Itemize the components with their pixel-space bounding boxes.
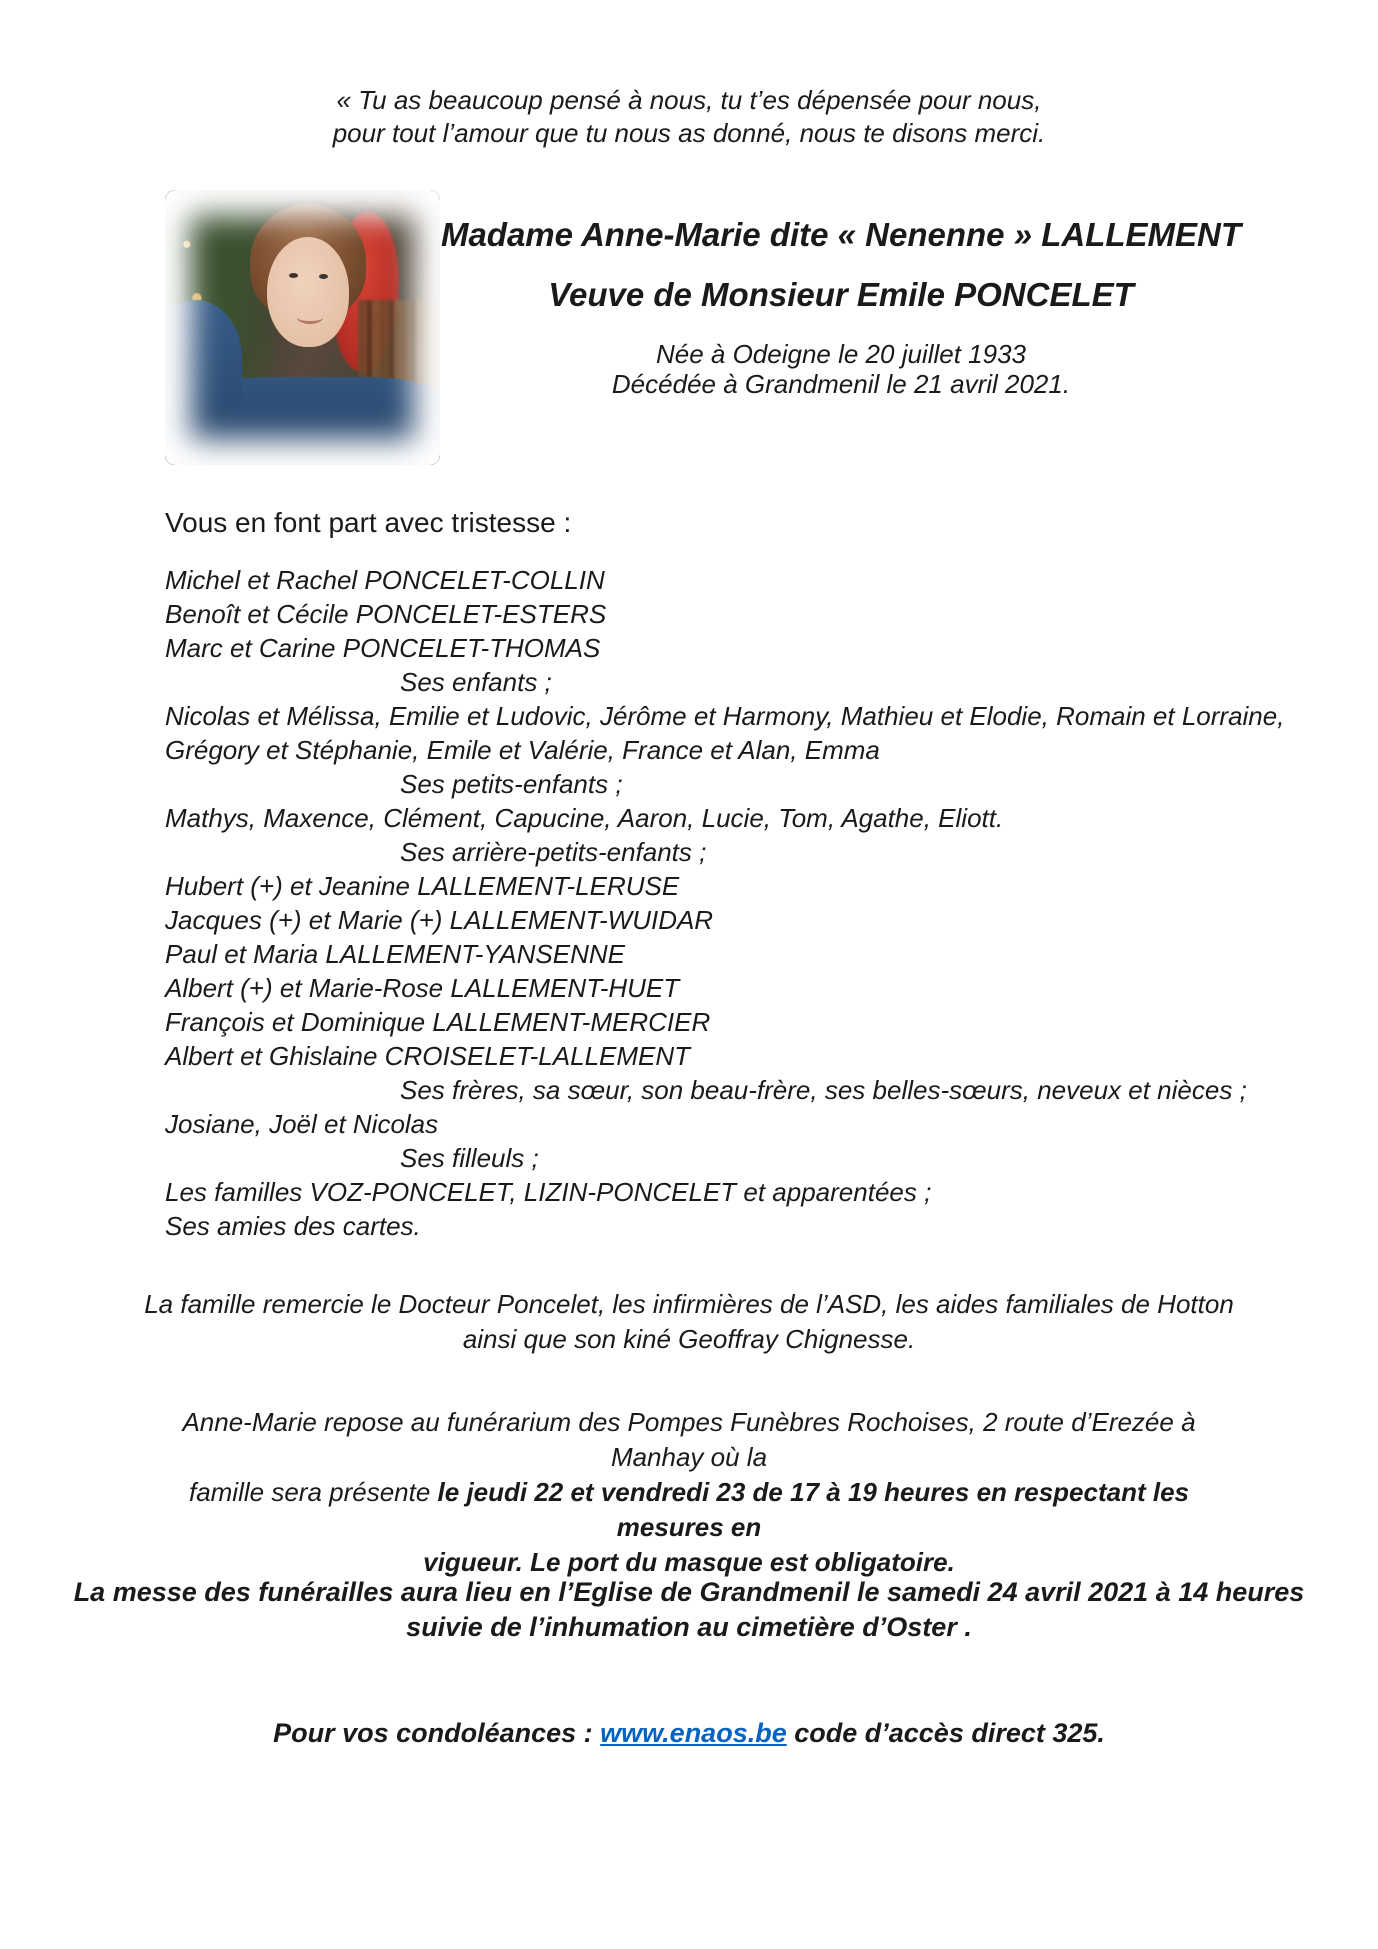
- family-member-row: Les familles VOZ-PONCELET, LIZIN-PONCELET et apparentées ;: [165, 1177, 932, 1207]
- family-list: [165, 563, 1325, 1243]
- relation-label-row: Ses petits-enfants ;: [400, 769, 623, 799]
- family-member-row: Grégory et Stéphanie, Emile et Valérie, France et Alan, Emma: [165, 735, 880, 765]
- family-member-row: Michel et Rachel PONCELET-COLLIN: [165, 565, 605, 595]
- relation-label-row: Ses arrière-petits-enfants ;: [400, 837, 707, 867]
- text-segment: famille sera présente: [188, 1477, 438, 1507]
- deceased-birth-line: Née à Odeigne le 20 juillet 1933: [655, 339, 1027, 369]
- family-member-row: Paul et Maria LALLEMENT-YANSENNE: [165, 939, 626, 969]
- deceased-name: Madame Anne-Marie dite « Nenenne » LALLEMENT: [440, 216, 1242, 253]
- bold-text-segment: vigueur. Le port du masque est obligatoire.: [423, 1547, 955, 1577]
- photo-white-vignette: [165, 190, 440, 465]
- paragraph-line: [142, 1475, 1236, 1545]
- deceased-widow-line: Veuve de Monsieur Emile PONCELET: [548, 276, 1134, 313]
- paragraph-line: ainsi que son kiné Geoffray Chignesse.: [462, 1324, 916, 1354]
- paragraph-line: La famille remercie le Docteur Poncelet, les infirmières de l’ASD, les aides familiales de Hotton: [144, 1289, 1234, 1319]
- paragraph-line: La messe des funérailles aura lieu en l’Eglise de Grandmenil le samedi 24 avril 2021 à 14 heures: [73, 1577, 1305, 1607]
- paragraph-line: suivie de l’inhumation au cimetière d’Oster .: [406, 1612, 972, 1642]
- relation-label-row: Ses filleuls ;: [400, 1143, 539, 1173]
- quote-line-1: « Tu as beaucoup pensé à nous, tu t’es dépensée pour nous,: [336, 85, 1042, 115]
- memorial-quote: [0, 84, 1378, 150]
- family-member-row: Albert (+) et Marie-Rose LALLEMENT-HUET: [165, 973, 680, 1003]
- visitation-paragraph: [142, 1405, 1236, 1580]
- portrait-photo: [165, 190, 440, 465]
- paragraph-line: [142, 1405, 1236, 1475]
- thanks-paragraph: [0, 1287, 1378, 1357]
- family-member-row: François et Dominique LALLEMENT-MERCIER: [165, 1007, 711, 1037]
- enaos-link[interactable]: www.enaos.be: [600, 1718, 787, 1748]
- funeral-mass-paragraph: [0, 1575, 1378, 1645]
- announcement-intro: Vous en font part avec tristesse :: [165, 507, 572, 538]
- condolences-suffix: code d’accès direct 325.: [786, 1718, 1105, 1748]
- deceased-header: [440, 215, 1242, 399]
- quote-line-2: pour tout l’amour que tu nous as donné, nous te disons merci.: [332, 118, 1046, 148]
- text-segment: Anne-Marie repose au funérarium des Pompes Funèbres Rochoises, 2 route d’Erezée à Manhay où la: [182, 1407, 1196, 1472]
- family-member-row: Josiane, Joël et Nicolas: [165, 1109, 439, 1139]
- deceased-death-line: Décédée à Grandmenil le 21 avril 2021.: [611, 369, 1071, 399]
- family-member-row: Jacques (+) et Marie (+) LALLEMENT-WUIDAR: [165, 905, 714, 935]
- relation-label-row: Ses frères, sa sœur, son beau-frère, ses belles-sœurs, neveux et nièces ;: [400, 1075, 1247, 1105]
- family-member-row: Hubert (+) et Jeanine LALLEMENT-LERUSE: [165, 871, 680, 901]
- family-member-row: Albert et Ghislaine CROISELET-LALLEMENT: [165, 1041, 691, 1071]
- condolences-prefix: Pour vos condoléances :: [273, 1718, 601, 1748]
- bold-text-segment: le jeudi 22 et vendredi 23 de 17 à 19 heures en respectant les mesures en: [437, 1477, 1190, 1542]
- family-member-row: Ses amies des cartes.: [165, 1211, 421, 1241]
- family-member-row: Marc et Carine PONCELET-THOMAS: [165, 633, 601, 663]
- relation-label-row: Ses enfants ;: [400, 667, 552, 697]
- condolences-line: [0, 1716, 1378, 1751]
- family-member-row: Benoît et Cécile PONCELET-ESTERS: [165, 599, 607, 629]
- family-member-row: Nicolas et Mélissa, Emilie et Ludovic, Jérôme et Harmony, Mathieu et Elodie, Romain et Lorraine,: [165, 701, 1285, 731]
- family-member-row: Mathys, Maxence, Clément, Capucine, Aaron, Lucie, Tom, Agathe, Eliott.: [165, 803, 1004, 833]
